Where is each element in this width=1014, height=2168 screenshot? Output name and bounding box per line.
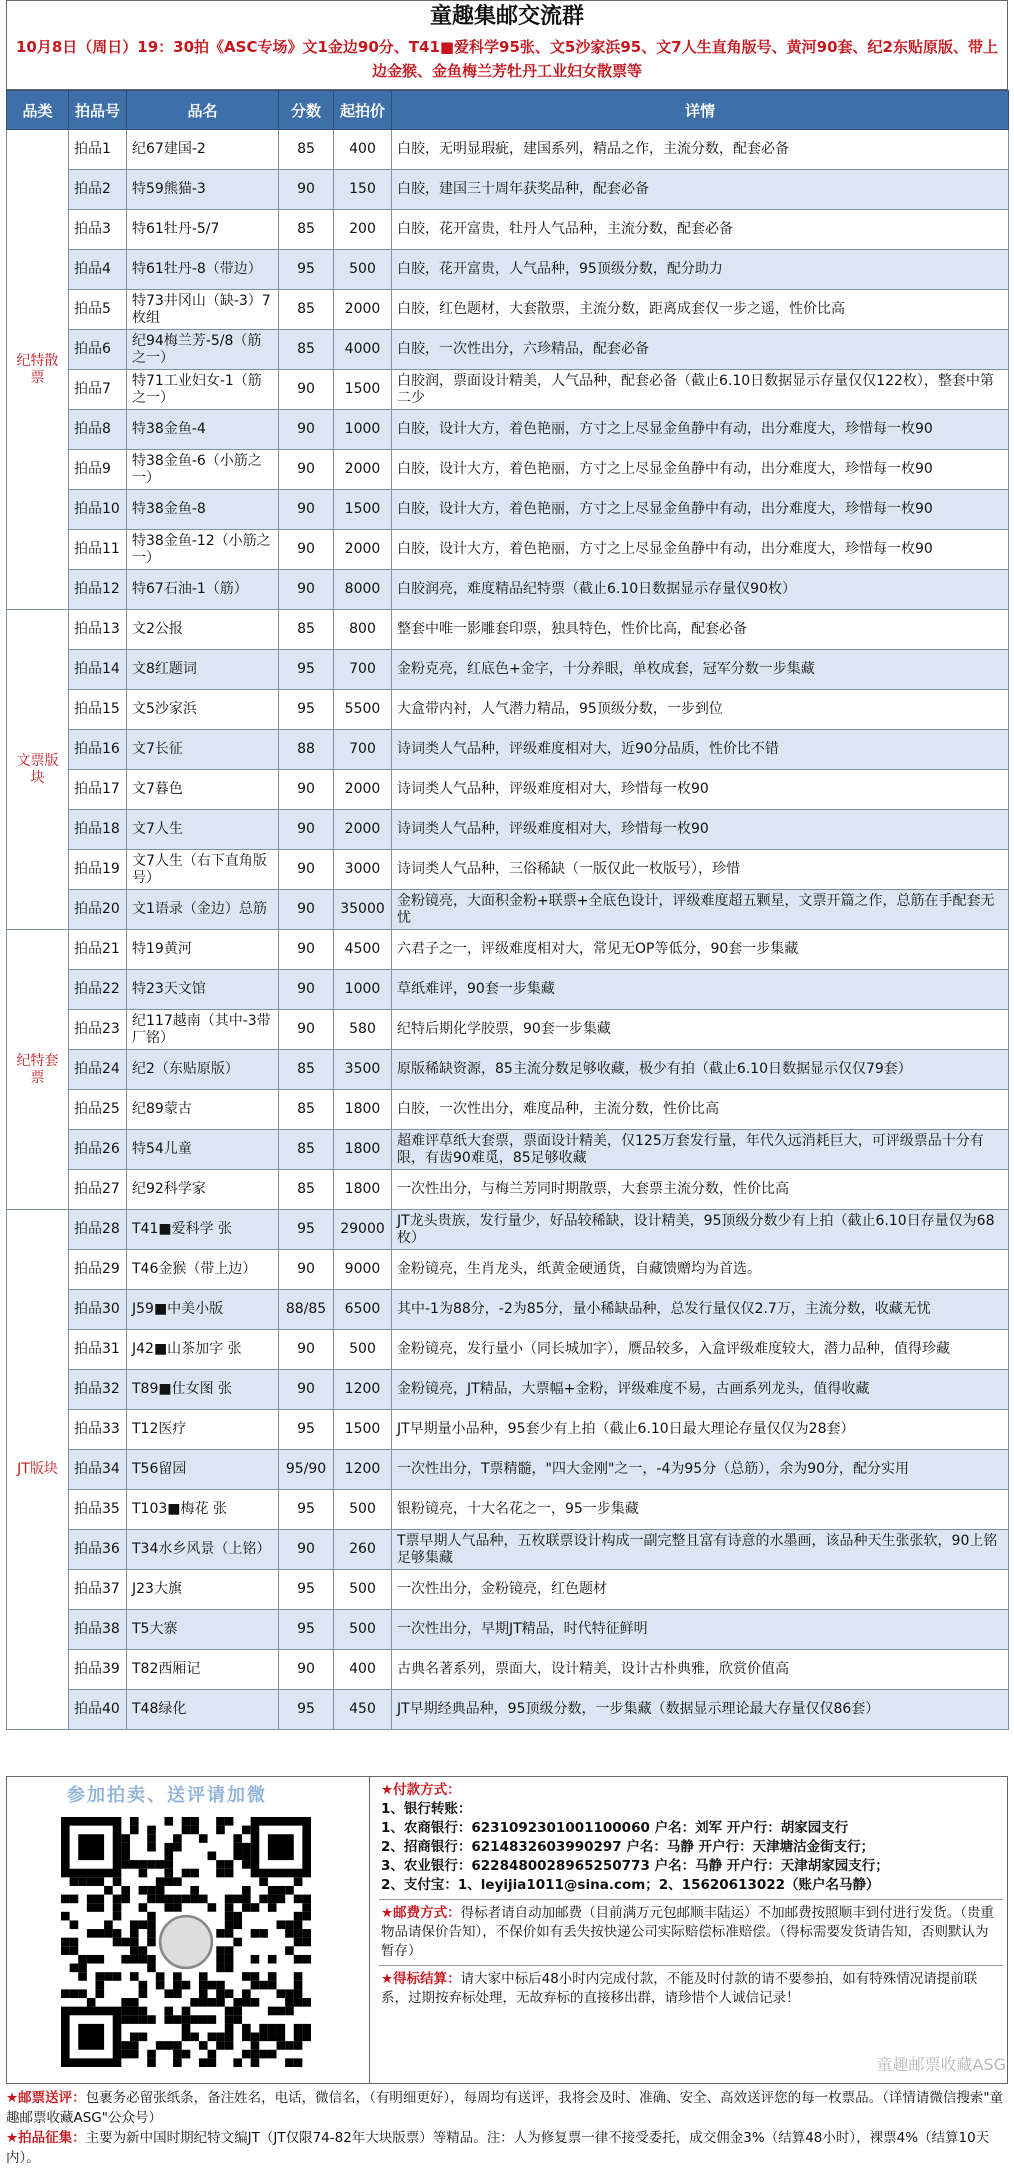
table-row [7,1250,1009,1290]
lot-detail: 白胶，花开富贵，牡丹人气品种，主流分数，配套必备 [392,210,1009,250]
lot-score: 85 [279,330,334,370]
lot-start-price: 1800 [334,1090,392,1130]
lots-body [7,130,1009,1730]
lot-detail: 其中-1为88分，-2为85分，量小稀缺品种，总发行量仅仅2.7万，主流分数，收藏无忧 [392,1290,1009,1330]
table-row [7,1330,1009,1370]
lot-detail: 六君子之一，评级难度相对大，常见无OP等低分，90套一步集藏 [392,930,1009,970]
info-panel [6,1776,1008,2084]
lot-start-price: 35000 [334,890,392,930]
lot-name: 特38金鱼-6（小筋之一） [127,450,279,490]
lot-number: 拍品9 [69,450,127,490]
table-row [7,570,1009,610]
lot-number: 拍品28 [69,1210,127,1250]
lot-start-price: 2000 [334,290,392,330]
lot-name: 文7人生（右下直角版号） [127,850,279,890]
lot-detail: 一次性出分，金粉镜亮，红色题材 [392,1570,1009,1610]
table-row [7,1370,1009,1410]
lot-number: 拍品14 [69,650,127,690]
lot-name: T46金猴（带上边） [127,1250,279,1290]
lot-score: 90 [279,930,334,970]
lot-detail: 纪特后期化学胶票，90套一步集藏 [392,1010,1009,1050]
lot-number: 拍品40 [69,1690,127,1730]
lot-name: J42■山茶加字 张 [127,1330,279,1370]
lot-start-price: 2000 [334,530,392,570]
lot-start-price: 3000 [334,850,392,890]
lot-start-price: 1800 [334,1130,392,1170]
payment-title: ★付款方式： [381,1782,461,1798]
lot-detail: 诗词类人气品种，评级难度相对大，珍惜每一枚90 [392,810,1009,850]
lot-score: 90 [279,890,334,930]
collect-title: ★拍品征集： [6,2130,86,2146]
lot-detail: 整套中唯一影雕套印票，独具特色，性价比高，配套必备 [392,610,1009,650]
lot-score: 85 [279,610,334,650]
lot-score: 90 [279,490,334,530]
lot-start-price: 1500 [334,1410,392,1450]
lot-detail: 白胶，设计大方，着色艳丽，方寸之上尽显金鱼静中有动，出分难度大，珍惜每一枚90 [392,410,1009,450]
lot-start-price: 6500 [334,1290,392,1330]
lot-name: 特73井冈山（缺-3）7枚组 [127,290,279,330]
lot-score: 95 [279,1410,334,1450]
table-row [7,450,1009,490]
lot-detail: 白胶，建国三十周年获奖品种，配套必备 [392,170,1009,210]
lot-score: 90 [279,810,334,850]
lot-start-price: 4000 [334,330,392,370]
lot-detail: 诗词类人气品种，评级难度相对大，珍惜每一枚90 [392,770,1009,810]
table-row [7,610,1009,650]
grading-note [6,2088,1008,2128]
lot-number: 拍品38 [69,1610,127,1650]
table-row [7,370,1009,410]
table-row [7,770,1009,810]
lot-score: 90 [279,170,334,210]
lot-number: 拍品39 [69,1650,127,1690]
grading-title: ★邮票送评： [6,2090,86,2106]
table-row [7,1490,1009,1530]
lot-start-price: 500 [334,1570,392,1610]
lot-start-price: 8000 [334,570,392,610]
lot-detail: 白胶，一次性出分，六珍精品，配套必备 [392,330,1009,370]
lot-detail: 草纸难评，90套一步集藏 [392,970,1009,1010]
table-row [7,130,1009,170]
collect-text: 主要为新中国时期纪特文编JT（JT仅限74-82年大块版票）等精品。注：人为修复票一律不接受委托，成交佣金3%（结算48小时），裸票4%（结算10天内）。 [6,2130,990,2166]
lot-score: 90 [279,1330,334,1370]
lot-score: 90 [279,970,334,1010]
lot-detail: 白胶，设计大方，着色艳丽，方寸之上尽显金鱼静中有动，出分难度大，珍惜每一枚90 [392,490,1009,530]
category-cell: 纪特套票 [7,930,69,1210]
lot-score: 90 [279,1530,334,1570]
lot-score: 95 [279,690,334,730]
shipping-title: ★邮费方式： [381,1905,461,1921]
lot-name: 纪89蒙古 [127,1090,279,1130]
lot-start-price: 800 [334,610,392,650]
grading-text: 包裹务必留张纸条，备注姓名，电话，微信名，（有明细更好），每周均有送评，我将会及时、准确、安全、高效送评您的每一枚票品。（详情请微信搜索"童趣邮票收藏ASG"公众号） [6,2090,1004,2126]
table-row [7,1410,1009,1450]
lot-number: 拍品37 [69,1570,127,1610]
table-row [7,1450,1009,1490]
table-row [7,690,1009,730]
lot-name: T5大寨 [127,1610,279,1650]
lot-number: 拍品7 [69,370,127,410]
table-row [7,1650,1009,1690]
lot-start-price: 700 [334,730,392,770]
lot-detail: 白胶，设计大方，着色艳丽，方寸之上尽显金鱼静中有动，出分难度大，珍惜每一枚90 [392,450,1009,490]
lot-name: J59■中美小版 [127,1290,279,1330]
table-row [7,1130,1009,1170]
table-row [7,410,1009,450]
lot-detail: 白胶，花开富贵，人气品种，95顶级分数，配分助力 [392,250,1009,290]
lot-name: T48绿化 [127,1690,279,1730]
col-detail: 详情 [392,91,1009,130]
lot-number: 拍品10 [69,490,127,530]
lot-name: 文8红题词 [127,650,279,690]
lot-score: 90 [279,570,334,610]
table-row [7,1090,1009,1130]
lot-start-price: 2000 [334,810,392,850]
lot-score: 85 [279,1130,334,1170]
lot-name: J23大旗 [127,1570,279,1610]
col-lot-no: 拍品号 [69,91,127,130]
lot-score: 90 [279,450,334,490]
auction-subtitle: 10月8日（周日）19：30拍《ASC专场》文1金边90分、T41■爱科学95张、文5沙家浜95、文7人生直角版号、黄河90套、纪2东贴原版、带上边金猴、金鱼梅兰芳牡丹工业妇女散票等 [6,33,1008,90]
lot-number: 拍品12 [69,570,127,610]
lot-detail: T票早期人气品种，五枚联票设计构成一副完整且富有诗意的水墨画，该品种天生张张软，90上铭足够集藏 [392,1530,1009,1570]
lot-start-price: 500 [334,1490,392,1530]
lot-start-price: 580 [334,1010,392,1050]
payment-section [379,1777,1003,1900]
table-row [7,1210,1009,1250]
page-title: 童趣集邮交流群 [6,0,1008,33]
lot-detail: 诗词类人气品种，三俗稀缺（一版仅此一枚版号），珍惜 [392,850,1009,890]
lot-detail: 诗词类人气品种，评级难度相对大，近90分品质，性价比不错 [392,730,1009,770]
lot-score: 90 [279,370,334,410]
lot-score: 85 [279,130,334,170]
lot-score: 85 [279,1090,334,1130]
lot-name: T41■爱科学 张 [127,1210,279,1250]
lot-start-price: 4500 [334,930,392,970]
lot-start-price: 3500 [334,1050,392,1090]
lot-detail: 一次性出分，与梅兰芳同时期散票，大套票主流分数，性价比高 [392,1170,1009,1210]
lot-name: 特38金鱼-4 [127,410,279,450]
category-cell: 纪特散票 [7,130,69,610]
lot-detail: 白胶，一次性出分，难度品种，主流分数，性价比高 [392,1090,1009,1130]
lot-name: T89■仕女图 张 [127,1370,279,1410]
lot-number: 拍品19 [69,850,127,890]
lot-score: 95 [279,650,334,690]
lot-name: T34水乡风景（上铭） [127,1530,279,1570]
lot-name: 纪67建国-2 [127,130,279,170]
lot-detail: 白胶润亮，难度精品纪特票（截止6.10日数据显示存量仅90枚） [392,570,1009,610]
lot-number: 拍品31 [69,1330,127,1370]
lot-detail: 金粉镜亮，发行量小（同长城加字），赝品较多，入盒评级难度较大，潜力品种，值得珍藏 [392,1330,1009,1370]
lot-score: 95/90 [279,1450,334,1490]
lot-start-price: 1200 [334,1370,392,1410]
lot-start-price: 5500 [334,690,392,730]
lot-name: 特59熊猫-3 [127,170,279,210]
lot-number: 拍品17 [69,770,127,810]
payment-line: 2、支付宝：1、leyijia1011@sina.com；2、15620613022（账户名马静） [381,1877,880,1893]
lot-number: 拍品8 [69,410,127,450]
lot-name: 文7人生 [127,810,279,850]
lot-detail: 白胶润，票面设计精美，人气品种，配套必备（截止6.10日数据显示存量仅仅122枚），整套中第二少 [392,370,1009,410]
lot-name: T56留园 [127,1450,279,1490]
lot-score: 88 [279,730,334,770]
lot-number: 拍品27 [69,1170,127,1210]
lot-detail: 白胶，无明显瑕疵，建国系列，精品之作，主流分数，配套必备 [392,130,1009,170]
lot-detail: 白胶，红色题材，大套散票，主流分数，距离成套仅一步之遥，性价比高 [392,290,1009,330]
category-cell: 文票版块 [7,610,69,930]
lot-detail: 银粉镜亮，十大名花之一，95一步集藏 [392,1490,1009,1530]
qr-caption: 参加拍卖、送评请加微 [67,1785,267,1806]
table-row [7,290,1009,330]
lot-name: 文2公报 [127,610,279,650]
lot-number: 拍品24 [69,1050,127,1090]
payment-line: 1、农商银行：6231092301001100060 户名：刘军 开户行：胡家园支行 [381,1820,849,1836]
lot-start-price: 400 [334,1650,392,1690]
table-row [7,970,1009,1010]
lot-number: 拍品2 [69,170,127,210]
lot-number: 拍品33 [69,1410,127,1450]
lot-number: 拍品18 [69,810,127,850]
lot-start-price: 700 [334,650,392,690]
lot-score: 90 [279,850,334,890]
lot-start-price: 1000 [334,410,392,450]
qr-area [7,1777,370,2083]
lot-number: 拍品23 [69,1010,127,1050]
lot-number: 拍品36 [69,1530,127,1570]
lot-number: 拍品25 [69,1090,127,1130]
lot-score: 90 [279,1650,334,1690]
lot-start-price: 2000 [334,450,392,490]
lot-name: 纪117越南（其中-3带厂铭） [127,1010,279,1050]
table-row [7,1290,1009,1330]
shipping-text: 得标者请自动加邮费（目前满万元包邮顺丰陆运）不加邮费按照顺丰到付进行发货。（贵重物品请保价告知），不保价如有丢失按快递公司实际赔偿标准赔偿。（得标需要发货请告知，否则默认为暂存） [381,1905,994,1959]
table-row [7,930,1009,970]
terms-area [379,1777,1003,2083]
lot-detail: 金粉镜亮，JT精品，大票幅+金粉，评级难度不易，古画系列龙头，值得收藏 [392,1370,1009,1410]
lot-detail: JT龙头贵族，发行量少，好品较稀缺，设计精美，95顶级分数少有上拍（截止6.10日存量仅为68枚） [392,1210,1009,1250]
settlement-title: ★得标结算： [381,1971,461,1987]
table-row [7,250,1009,290]
table-row [7,890,1009,930]
lot-score: 95 [279,1490,334,1530]
table-row [7,650,1009,690]
lot-number: 拍品3 [69,210,127,250]
lot-detail: 金粉克亮，红底色+金字，十分养眼，单枚成套，冠军分数一步集藏 [392,650,1009,690]
table-header-row [7,91,1009,130]
lot-number: 拍品26 [69,1130,127,1170]
lot-start-price: 500 [334,250,392,290]
lot-number: 拍品20 [69,890,127,930]
shipping-section [379,1900,1003,1966]
table-row [7,730,1009,770]
lot-score: 90 [279,530,334,570]
lot-start-price: 1500 [334,490,392,530]
lot-start-price: 500 [334,1330,392,1370]
lot-name: T12医疗 [127,1410,279,1450]
lot-number: 拍品15 [69,690,127,730]
lot-score: 95 [279,1570,334,1610]
lot-detail: 一次性出分，T票精髓，"四大金刚"之一，-4为95分（总筋），余为90分，配分实用 [392,1450,1009,1490]
table-row [7,1050,1009,1090]
table-row [7,1170,1009,1210]
lot-number: 拍品5 [69,290,127,330]
lot-start-price: 500 [334,1610,392,1650]
lot-start-price: 1000 [334,970,392,1010]
footer [6,2088,1008,2166]
lot-name: 纪94梅兰芳-5/8（筋之一） [127,330,279,370]
table-row [7,330,1009,370]
lot-number: 拍品30 [69,1290,127,1330]
settlement-text: 请大家中标后48小时内完成付款，不能及时付款的请不要参拍，如有特殊情况请提前联系，过期按弃标处理，无故弃标的直接移出群，请珍惜个人诚信记录！ [381,1971,978,2006]
lot-score: 95 [279,250,334,290]
collect-note [6,2128,1008,2168]
lot-name: 特38金鱼-8 [127,490,279,530]
bank-transfer-title: 1、银行转账： [381,1801,472,1817]
lot-start-price: 1500 [334,370,392,410]
lot-score: 95 [279,1610,334,1650]
lot-start-price: 1200 [334,1450,392,1490]
lot-score: 95 [279,1210,334,1250]
lot-number: 拍品13 [69,610,127,650]
lot-number: 拍品11 [69,530,127,570]
table-row [7,1010,1009,1050]
category-cell: JT版块 [7,1210,69,1730]
lot-number: 拍品16 [69,730,127,770]
table-row [7,170,1009,210]
lot-score: 85 [279,210,334,250]
lot-name: T103■梅花 张 [127,1490,279,1530]
table-row [7,1610,1009,1650]
table-row [7,850,1009,890]
lot-number: 拍品35 [69,1490,127,1530]
col-start-price: 起拍价 [334,91,392,130]
lot-name: T82西厢记 [127,1650,279,1690]
lot-score: 85 [279,1170,334,1210]
lot-start-price: 450 [334,1690,392,1730]
table-row [7,530,1009,570]
lot-start-price: 200 [334,210,392,250]
lot-detail: 大盒带内衬，人气潜力精品，95顶级分数，一步到位 [392,690,1009,730]
lot-number: 拍品1 [69,130,127,170]
lot-name: 特61牡丹-5/7 [127,210,279,250]
lot-detail: 金粉镜亮，生肖龙头，纸黄金硬通货，自藏馈赠均为首选。 [392,1250,1009,1290]
lot-detail: JT早期经典品种，95顶级分数，一步集藏（数据显示理论最大存量仅仅86套） [392,1690,1009,1730]
table-row [7,1530,1009,1570]
table-row [7,1570,1009,1610]
table-row [7,210,1009,250]
table-row [7,490,1009,530]
lot-start-price: 1800 [334,1170,392,1210]
lot-number: 拍品32 [69,1370,127,1410]
lot-name: 特61牡丹-8（带边） [127,250,279,290]
table-row [7,1690,1009,1730]
lot-number: 拍品6 [69,330,127,370]
lot-score: 88/85 [279,1290,334,1330]
lot-start-price: 29000 [334,1210,392,1250]
lot-score: 90 [279,1010,334,1050]
payment-line: 3、农业银行：6228480028965250773 户名：马静 开户行：天津胡家园支行； [381,1858,889,1874]
lot-score: 90 [279,1370,334,1410]
lot-number: 拍品4 [69,250,127,290]
lot-detail: 古典名著系列，票面大，设计精美，设计古朴典雅，欣赏价值高 [392,1650,1009,1690]
lot-detail: 超难评草纸大套票，票面设计精美，仅125万套发行量，年代久远消耗巨大，可评级票品十分有限，有齿90难觅，85足够收藏 [392,1130,1009,1170]
col-score: 分数 [279,91,334,130]
lots-table [6,90,1009,1730]
lot-detail: JT早期量小品种，95套少有上拍（截止6.10日最大理论存量仅仅为28套） [392,1410,1009,1450]
lot-name: 特23天文馆 [127,970,279,1010]
lot-detail: 白胶，设计大方，着色艳丽，方寸之上尽显金鱼静中有动，出分难度大，珍惜每一枚90 [392,530,1009,570]
lot-detail: 一次性出分，早期JT精品，时代特征鲜明 [392,1610,1009,1650]
lot-detail: 金粉镜亮，大面积金粉+联票+全底色设计，评级难度超五颗星，文票开篇之作，总筋在手配套无忧 [392,890,1009,930]
lot-number: 拍品34 [69,1450,127,1490]
lot-score: 90 [279,1250,334,1290]
lot-start-price: 400 [334,130,392,170]
lot-score: 90 [279,410,334,450]
lot-detail: 原版稀缺资源，85主流分数足够收藏，极少有拍（截止6.10日数据显示仅仅79套） [392,1050,1009,1090]
payment-line: 2、招商银行：6214832603990297 户名：马静 开户行：天津塘沽金街支行； [381,1839,875,1855]
lot-start-price: 9000 [334,1250,392,1290]
lot-score: 95 [279,1690,334,1730]
lot-name: 纪92科学家 [127,1170,279,1210]
watermark: 童趣邮票收藏ASG [876,2055,1006,2074]
lot-score: 85 [279,1050,334,1090]
settlement-section [379,1966,1003,2012]
lot-name: 特71工业妇女-1（筋之一） [127,370,279,410]
lot-start-price: 2000 [334,770,392,810]
lot-start-price: 260 [334,1530,392,1570]
table-row [7,810,1009,850]
lot-name: 纪2（东贴原版） [127,1050,279,1090]
lot-name: 特54儿童 [127,1130,279,1170]
lot-name: 文7长征 [127,730,279,770]
lot-name: 特38金鱼-12（小筋之一） [127,530,279,570]
lot-name: 特67石油-1（筋） [127,570,279,610]
lot-number: 拍品21 [69,930,127,970]
lot-number: 拍品22 [69,970,127,1010]
col-lot-name: 品名 [127,91,279,130]
col-category: 品类 [7,91,69,130]
lot-score: 85 [279,290,334,330]
lot-name: 文1语录（金边）总筋 [127,890,279,930]
lot-number: 拍品29 [69,1250,127,1290]
lot-start-price: 150 [334,170,392,210]
lot-name: 特19黄河 [127,930,279,970]
wechat-qr-code-icon[interactable] [61,1811,311,2073]
lot-name: 文5沙家浜 [127,690,279,730]
lot-score: 90 [279,770,334,810]
lot-name: 文7暮色 [127,770,279,810]
